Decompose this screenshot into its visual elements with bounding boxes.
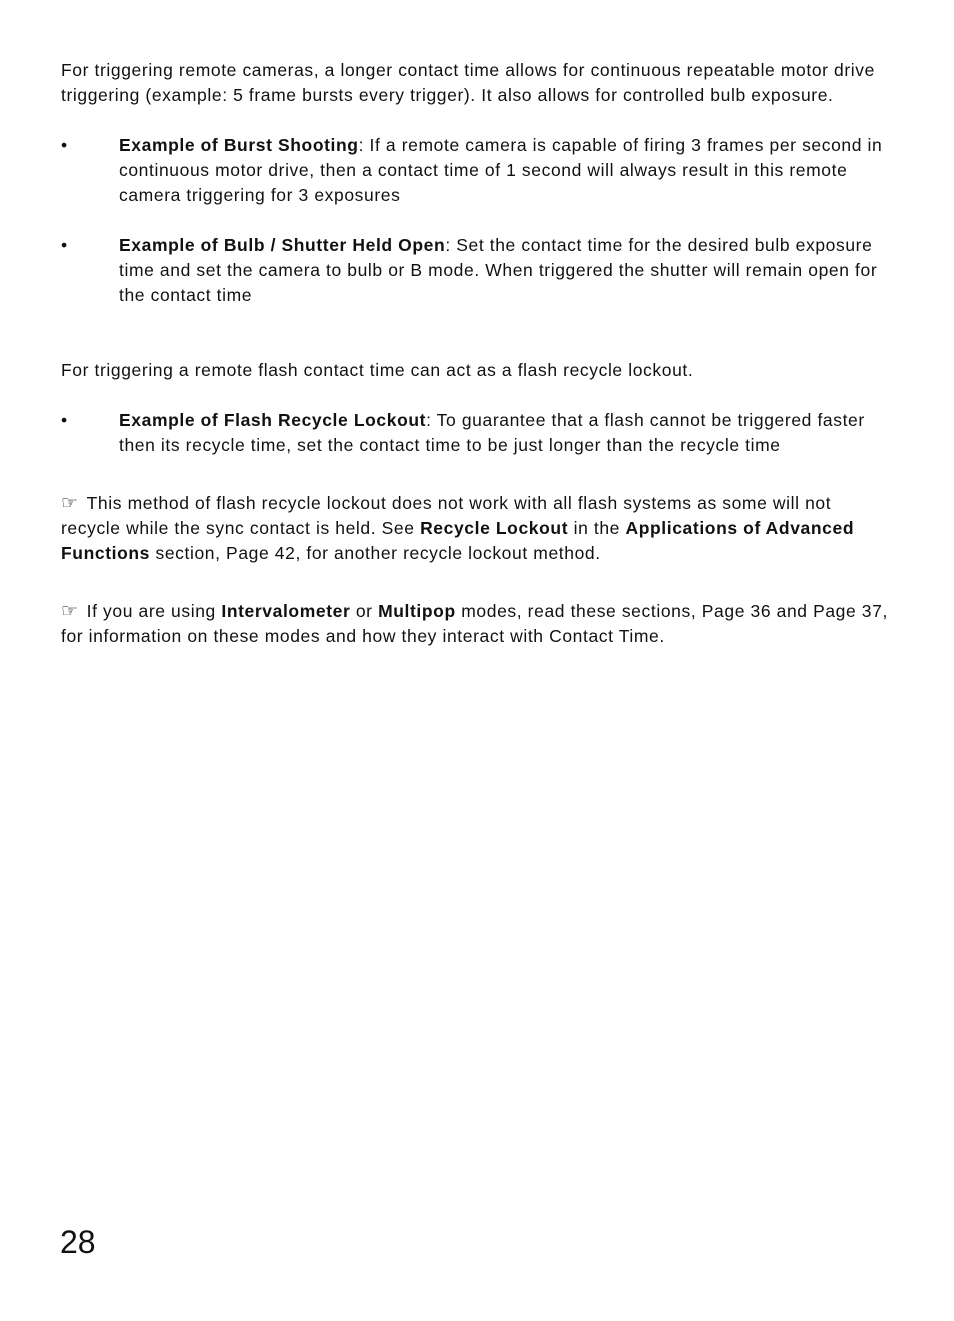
pointing-hand-icon: ☞	[61, 600, 79, 622]
page-content	[61, 58, 891, 674]
note1-text1: This method of flash recycle lockout does not work with all flash systems as some will not recycle while the sync contact is held. See	[61, 493, 832, 538]
flash-title: Example of Flash Recycle Lockout	[119, 410, 427, 430]
note-intervalometer	[61, 599, 891, 649]
note-recycle	[61, 491, 891, 566]
bulb-text: : Set the contact time for the desired bulb exposure time and set the camera to bulb or B mode. When triggered the shutter will remain open for the contact time	[119, 235, 878, 305]
bulb-bullet	[61, 233, 891, 308]
bulb-title: Example of Bulb / Shutter Held Open	[119, 235, 446, 255]
note2-text2: or	[350, 601, 379, 621]
burst-text: : If a remote camera is capable of firing 3 frames per second in continuous motor drive, then a contact time of 1 second will always result in this remote camera triggering for 3 exposures	[119, 135, 883, 205]
note1-text3: section, Page 42, for another recycle lockout method.	[150, 543, 601, 563]
note2-bold1: Intervalometer	[221, 601, 351, 621]
note1-text2: in the	[568, 518, 626, 538]
flash-intro-paragraph: For triggering a remote flash contact time can act as a flash recycle lockout.	[61, 360, 694, 380]
spacer	[61, 333, 891, 358]
flash-text: : To guarantee that a flash cannot be triggered faster then its recycle time, set the contact time to be just longer than the recycle time	[119, 410, 865, 455]
intro-paragraph: For triggering remote cameras, a longer contact time allows for continuous repeatable motor drive triggering (example: 5 frame bursts every trigger). It also allows for controlled bulb exposure.	[61, 60, 875, 105]
bullet-mark: •	[61, 235, 68, 255]
note2-bold2: Multipop	[378, 601, 456, 621]
burst-title: Example of Burst Shooting	[119, 135, 359, 155]
pointing-hand-icon: ☞	[61, 492, 79, 514]
note2-text1: If you are using	[86, 601, 222, 621]
note2-text3: modes, read these sections, Page 36 and Page 37, for information on these modes and how they interact with Contact Time.	[61, 601, 888, 646]
note1-bold2: Applications of Advanced Functions	[61, 518, 855, 563]
note1-bold1: Recycle Lockout	[420, 518, 569, 538]
page-number: 28	[60, 1224, 96, 1260]
bullet-mark: •	[61, 135, 68, 155]
bullet-mark: •	[61, 410, 68, 430]
burst-bullet	[61, 133, 891, 208]
flash-bullet	[61, 408, 891, 458]
